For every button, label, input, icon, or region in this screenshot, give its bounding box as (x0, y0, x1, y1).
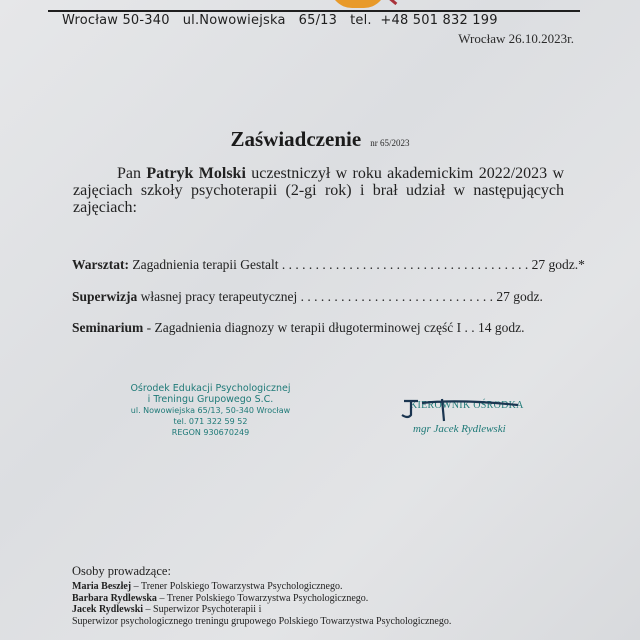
course-type: Seminarium (72, 320, 144, 335)
stamp-line: tel. 071 322 59 52 (173, 417, 248, 426)
instructor-row: Maria Beszłej – Trener Polskiego Towarzystwa Psychologicznego. (72, 581, 343, 592)
instructor-row: Barbara Rydlewska – Trener Polskiego Towarzystwa Psychologicznego. (72, 592, 369, 604)
course-row (72, 289, 543, 305)
document-number: nr 65/2023 (370, 138, 410, 148)
logo-accent (385, 0, 398, 5)
header-address: Wrocław 50-340 ul.Nowowiejska 65/13 tel. +48 501 832 199 (62, 13, 498, 28)
stamp-line: i Treningu Grupowego S.C. (147, 394, 274, 405)
footer-instructors (72, 564, 451, 627)
intro-paragraph (73, 165, 564, 216)
course-description: - Zagadnienia diagnozy w terapii długoterminowej część I . . 14 godz. (143, 320, 525, 335)
stamp-line: REGON 930670249 (171, 428, 250, 437)
document-date: Wrocław 26.10.2023r. (458, 31, 574, 46)
intro-prefix: Pan (117, 165, 147, 182)
signature-title: KIEROWNIK OŚRODKA (410, 400, 524, 411)
instructor-row: Superwizor psychologicznego treningu grupowego Polskiego Towarzystwa Psychologicznego. (72, 615, 452, 627)
course-description: Zagadnienia terapii Gestalt . . . . . . . . . . . . . . . . . . . . . . . . . . . . . . . . . . . . . 27 godz.* (128, 257, 585, 272)
course-row (72, 257, 585, 273)
instructors-heading: Osoby prowadzące: (72, 564, 171, 578)
participant-name: Patryk Molski (146, 165, 246, 182)
logo-shape (330, 0, 386, 8)
course-type: Superwizja (72, 289, 138, 304)
signature-name: mgr Jacek Rydlewski (413, 423, 506, 435)
course-type: Warsztat: (72, 257, 129, 272)
stamp-line: ul. Nowowiejska 65/13, 50-340 Wrocław (130, 406, 291, 415)
handwritten-signature-icon (398, 393, 528, 423)
course-row (72, 320, 525, 336)
document-title: Zaświadczenie (230, 127, 362, 151)
instructor-row: Jacek Rydlewski – Superwizor Psychoterapii i (72, 604, 262, 615)
header-divider (48, 10, 580, 12)
institution-stamp (128, 383, 293, 438)
title-block (0, 127, 640, 152)
intro-text: uczestniczył w roku akademickim 2022/2023 w zajęciach szkoły psychoterapii (2-gi rok) i brał udział w następujących zajęciach: (73, 165, 565, 216)
course-description: własnej pracy terapeutycznej . . . . . . . . . . . . . . . . . . . . . . . . . . . . . 27 godz. (137, 289, 543, 304)
stamp-line: Ośrodek Edukacji Psychologicznej (130, 383, 291, 394)
